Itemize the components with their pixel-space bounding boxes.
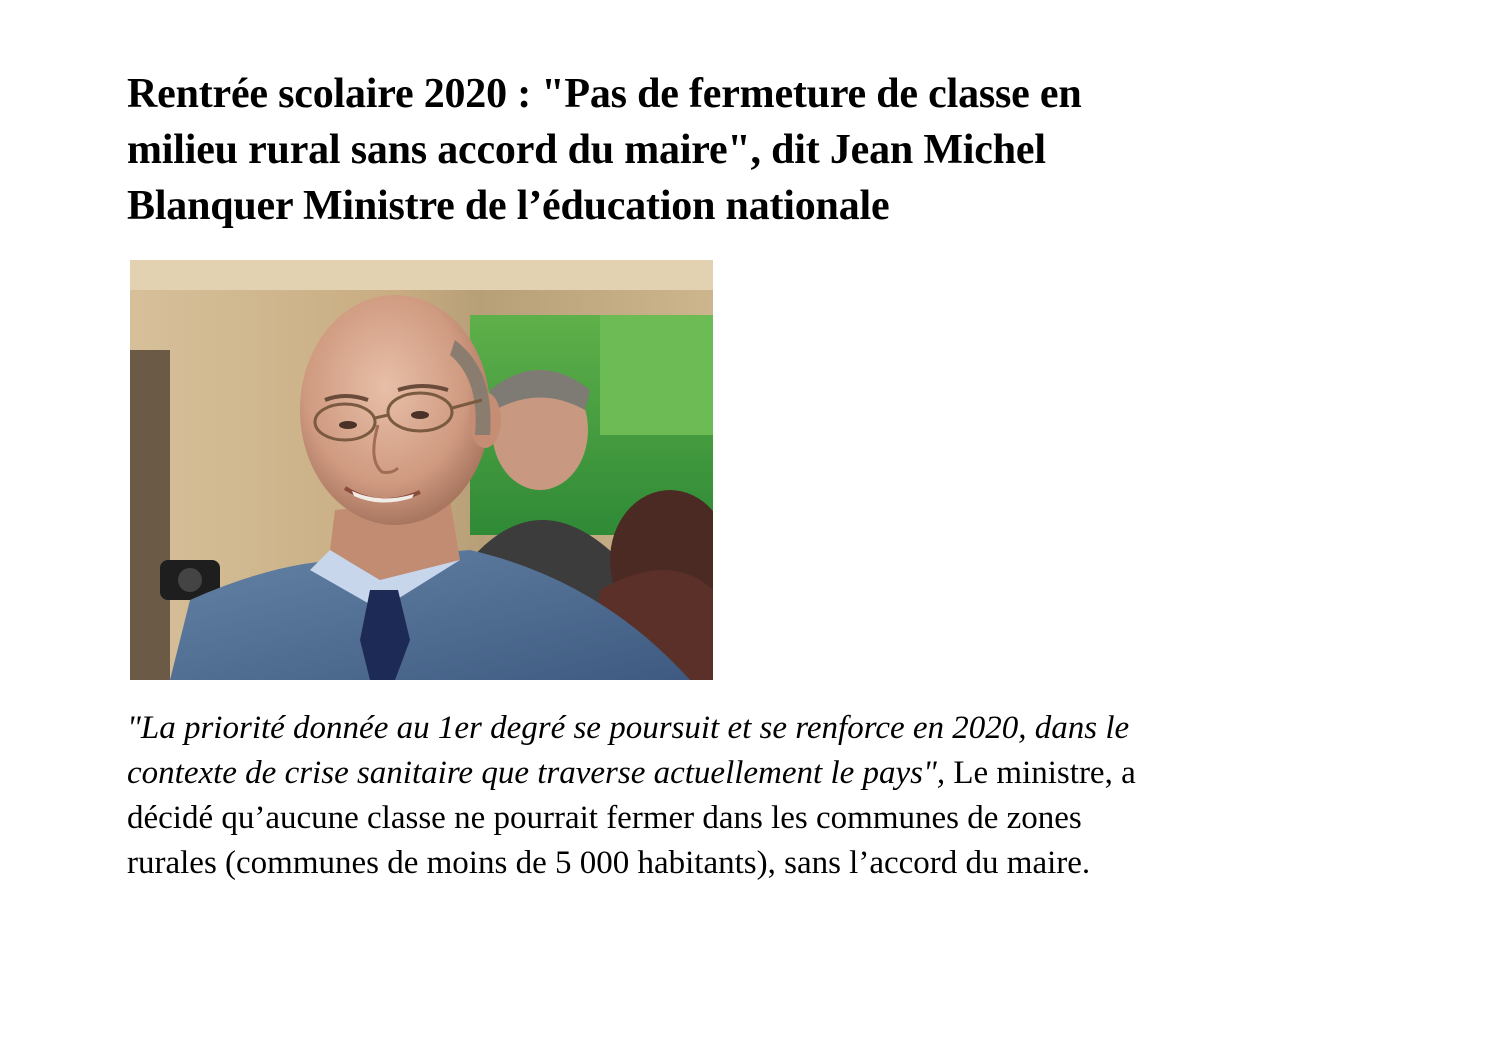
article-photo bbox=[130, 260, 713, 680]
body-line bbox=[127, 706, 1357, 751]
headline-line: Blanquer Ministre de l’éducation nationale bbox=[127, 183, 890, 229]
body-line bbox=[127, 751, 1357, 796]
quote-text: "La priorité donnée au 1er degré se poursuit et se renforce en 2020, dans le bbox=[127, 710, 1130, 746]
body-line: décidé qu’aucune classe ne pourrait fermer dans les communes de zones bbox=[127, 800, 1082, 836]
quote-text: contexte de crise sanitaire que traverse actuellement le pays", bbox=[127, 755, 946, 791]
body-line: rurales (communes de moins de 5 000 habitants), sans l’accord du maire. bbox=[127, 845, 1091, 881]
headline-line: milieu rural sans accord du maire", dit Jean Michel bbox=[127, 127, 1046, 173]
body-text-segment: Le ministre, a bbox=[945, 755, 1136, 791]
headline-line: Rentrée scolaire 2020 : "Pas de fermeture de classe en bbox=[127, 71, 1082, 117]
article-body bbox=[127, 706, 1357, 886]
article-headline bbox=[127, 66, 1307, 234]
